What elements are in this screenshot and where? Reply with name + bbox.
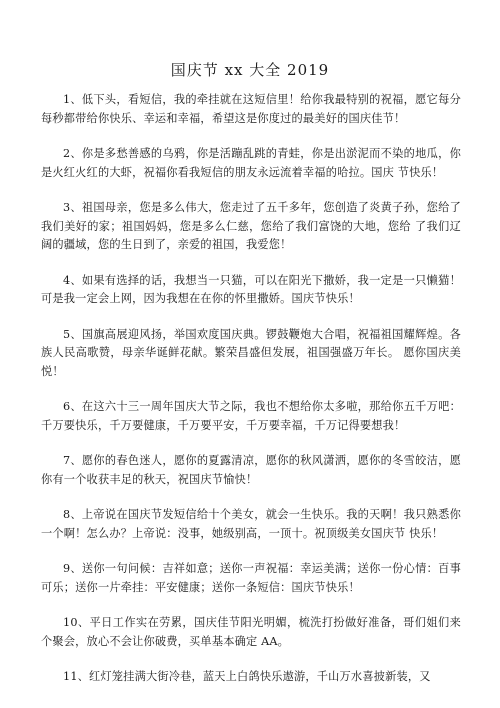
document-body xyxy=(41,91,461,704)
paragraph-11: 11、红灯笼挂满大街冷巷，蓝天上白鸽快乐遨游，千山万水喜披新装，又 xyxy=(63,670,431,683)
paragraph-9: 9、送你一句问候：吉祥如意；送你一声祝福：幸运美满；送你一份心情：百事可乐；送你一片牵挂：平安健康；送你一条短信：国庆节快乐！ xyxy=(41,562,461,594)
paragraph-10: 10、平日工作实在劳累，国庆佳节阳光明媚，梳洗打扮做好准备，哥们姐们来个聚会，放心不会让你破费，买单基本确定 AA。 xyxy=(41,616,461,648)
paragraph-8: 8、上帝说在国庆节发短信给十个美女，就会一生快乐。我的天啊！我只熟悉你一个啊！怎么办？上帝说：没事，她级别高，一顶十。祝顶级美女国庆节 快乐！ xyxy=(41,508,461,540)
paragraph-7: 7、愿你的春色迷人，愿你的夏露清凉，愿你的秋风潇洒，愿你的冬雪皎洁，愿你有一个收获丰足的秋天，祝国庆节愉快！ xyxy=(41,454,461,486)
paragraph-1: 1、低下头，看短信，我的牵挂就在这短信里！给你我最特别的祝福，愿它每分每秒都带给你快乐、幸运和幸福，希望这是你度过的最美好的国庆佳节！ xyxy=(41,93,461,125)
paragraph-6: 6、在这六十三一周年国庆大节之际，我也不想给你太多啦，那给你五千万吧：千万要快乐，千万要健康，千万要平安，千万要幸福，千万记得要想我！ xyxy=(41,400,461,432)
paragraph-3: 3、祖国母亲，您是多么伟大，您走过了五千多年，您创造了炎黄子孙，您给了我们美好的家；祖国妈妈，您是多么仁慈，您给了我们富饶的大地，您给 了我们辽阔的疆域，您的生日到了，亲爱的祖国，我爱您！ xyxy=(41,201,461,251)
paragraph-2: 2、你是多愁善感的乌鸦，你是活蹦乱跳的青蛙，你是出淤泥而不染的地瓜，你是火红火红的大虾，祝福你看我短信的朋友永远流着幸福的哈拉。国庆 节快乐！ xyxy=(41,147,461,179)
paragraph-5: 5、国旗高展迎风扬，举国欢度国庆典。锣鼓鞭炮大合唱，祝福祖国耀辉煌。各族人民高歌赞，母亲华诞鲜花献。繁荣昌盛但发展，祖国强盛万年长。 愿你国庆美悦！ xyxy=(41,327,461,378)
paragraph-4: 4、如果有选择的话，我想当一只猫，可以在阳光下撒娇，我一定是一只懒猫！可是我一定会上网，因为我想在在你的怀里撒娇。国庆节快乐！ xyxy=(41,273,461,305)
document-title: 国庆节 xx 大全 2019 xyxy=(170,61,330,79)
